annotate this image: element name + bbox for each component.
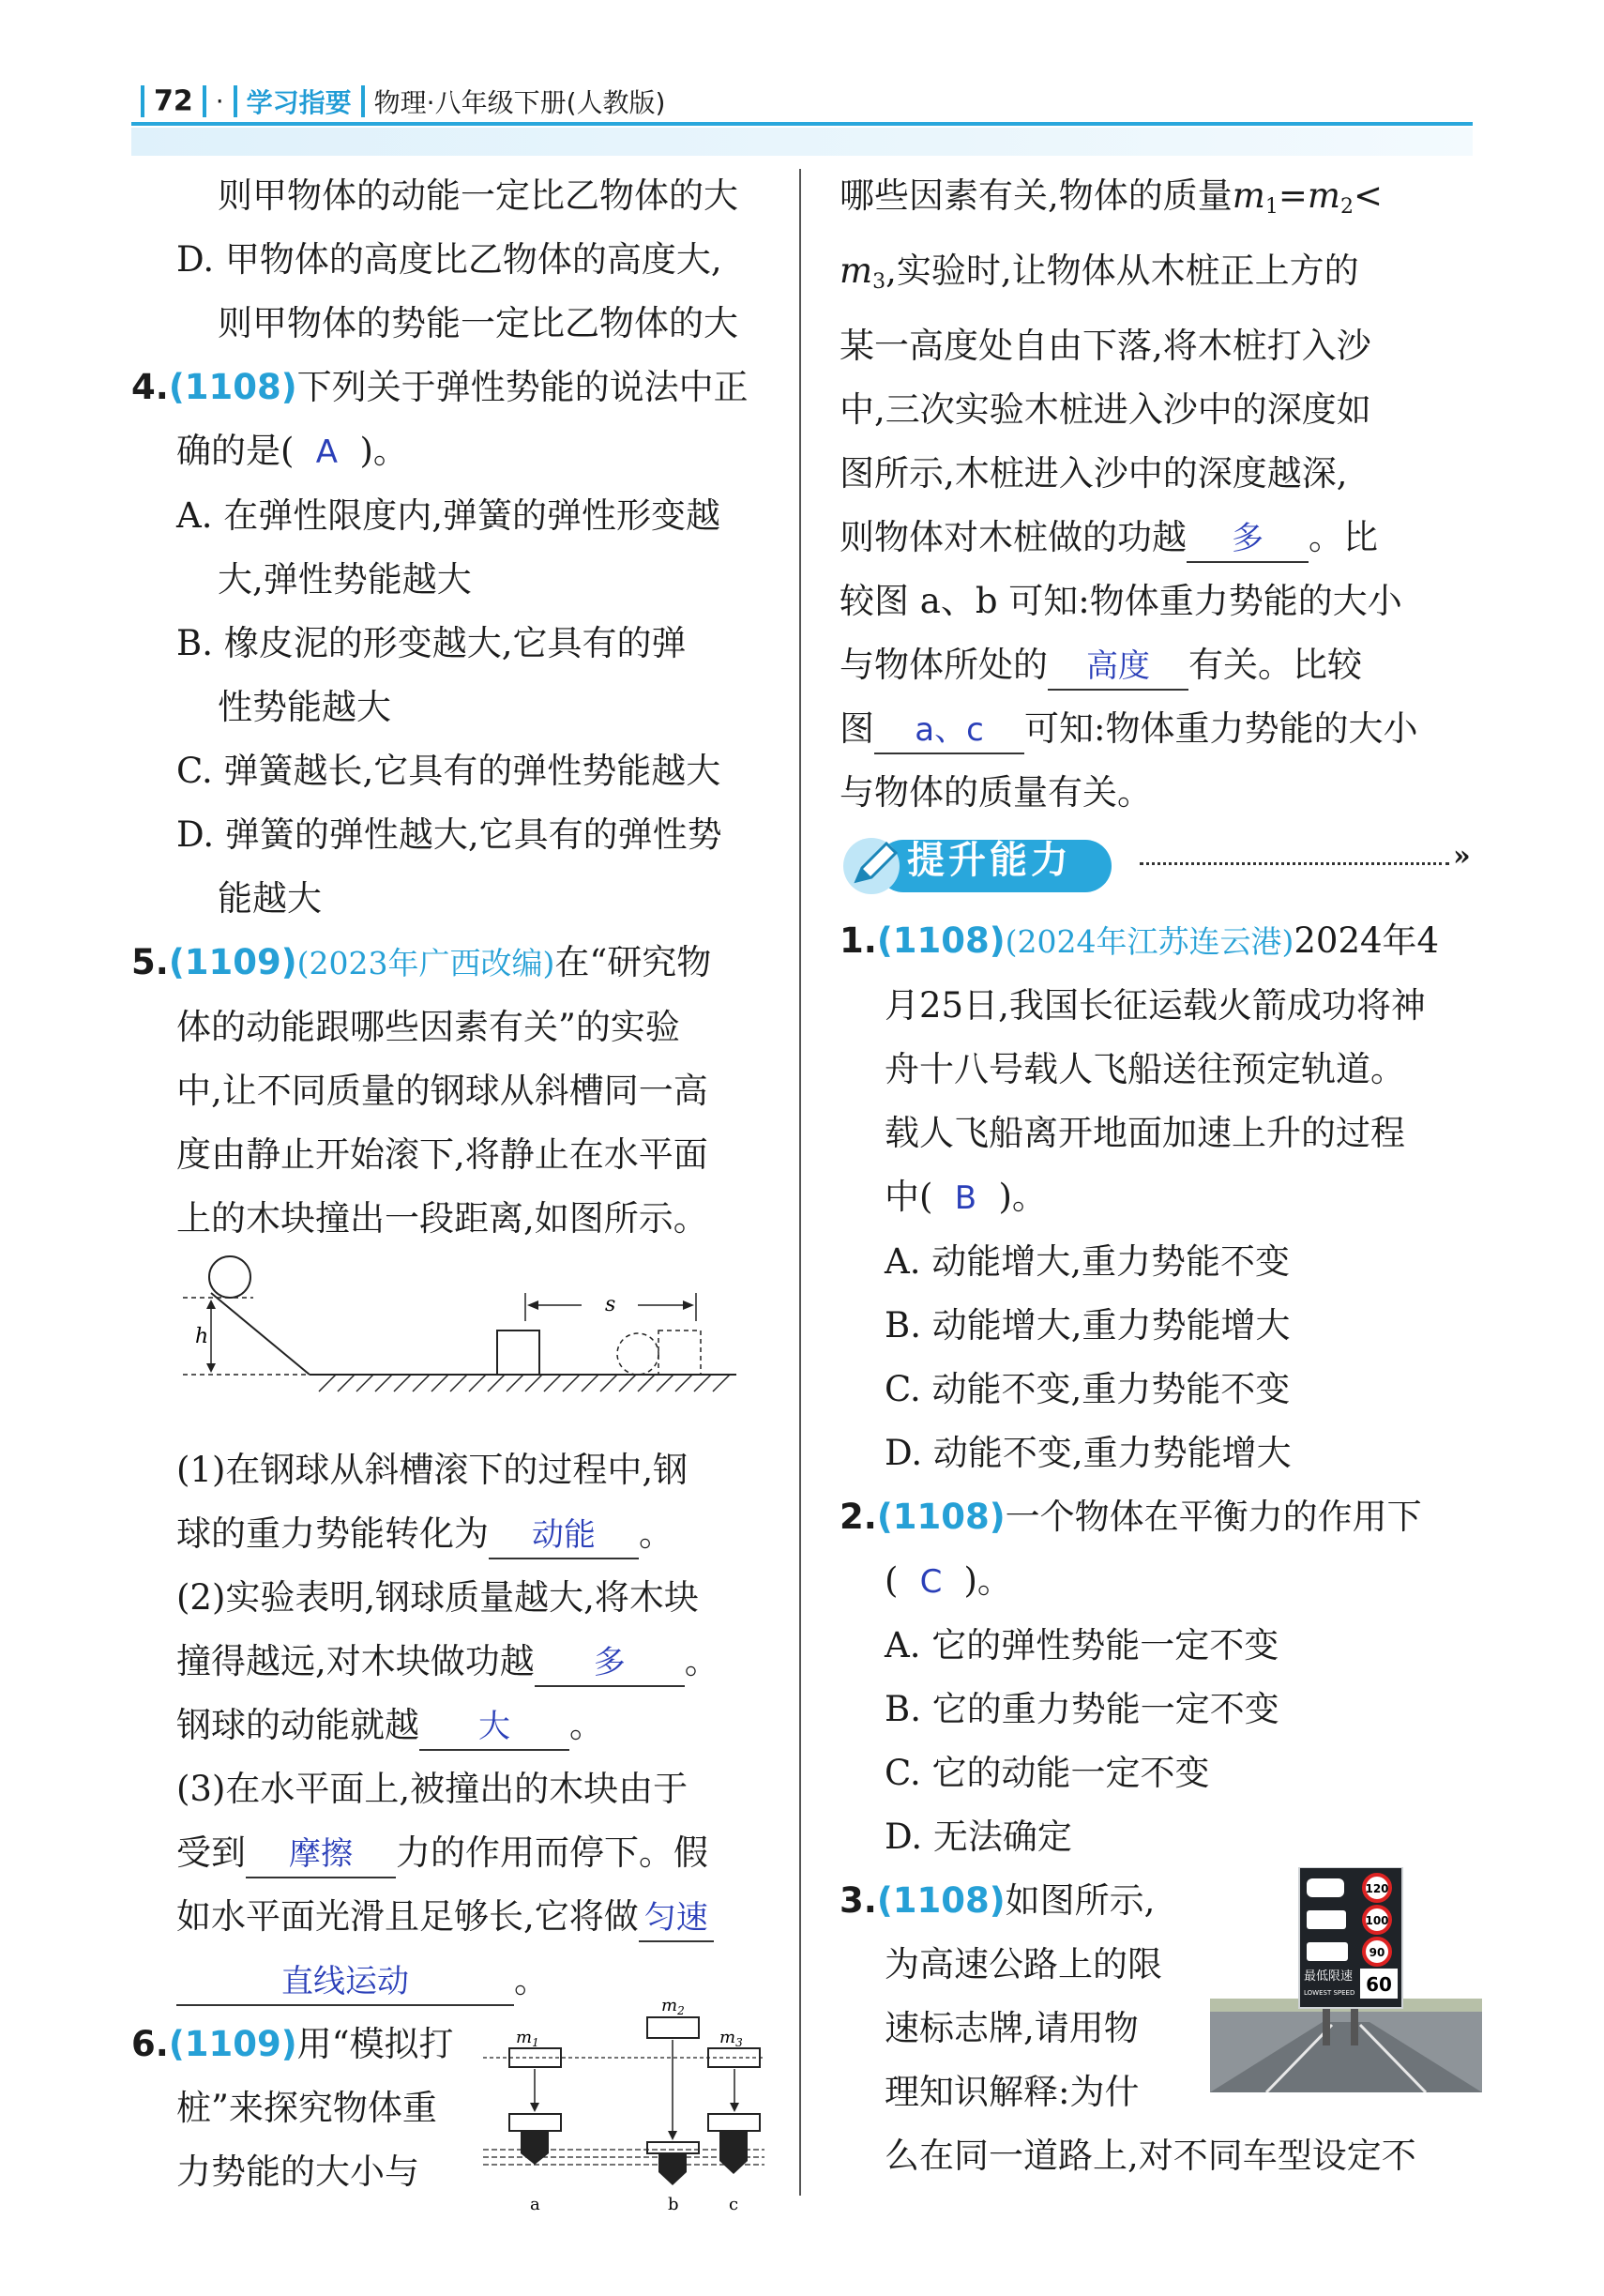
q5-part2-text: 撞得越远,对木块做功越 (176, 1641, 535, 1681)
section-arrow-icon: » (1453, 840, 1471, 873)
q5-part1: (1)在钢球从斜槽滚下的过程中,钢 (176, 1450, 689, 1490)
pile-cap-b (647, 2142, 699, 2153)
min-speed-value: 60 (1366, 1973, 1392, 1996)
mass-symbol: m (1232, 175, 1265, 216)
r1-source: (2024年江苏连云港) (1005, 923, 1294, 960)
r3-stem-line: 理知识解释:为什 (885, 2072, 1140, 2112)
q6-answer-1: 多 (1187, 516, 1309, 563)
subscript-1: 1 (1264, 195, 1279, 219)
q6-cont-text: 可知:物体重力势能的大小 (1024, 708, 1418, 749)
q5-answer-5a: 匀速 (639, 1895, 714, 1942)
less-than-sign: < (1353, 175, 1383, 216)
r3-stem-line: 为高速公路上的限 (885, 1944, 1162, 1984)
ramp-diagram (169, 1251, 769, 1438)
q4-option-d: D. 弹簧的弹性越大,它具有的弹性势 (176, 814, 722, 855)
q6-answer-2: 高度 (1048, 644, 1188, 691)
q5-part1-text: 球的重力势能转化为 (176, 1513, 489, 1554)
q6-stem-text: 用“模拟打 (296, 2024, 454, 2064)
q5-part1-end: 。 (639, 1513, 673, 1554)
truck-icon (1307, 1942, 1348, 1961)
r1-option-a: A. 动能增大,重力势能不变 (885, 1241, 1291, 1282)
mass-1-label: $m_1$ (516, 2028, 539, 2049)
q6-cont-line: 与物体的质量有关。 (840, 772, 1152, 813)
q5-answer-4: 摩擦 (246, 1832, 396, 1878)
q4-stem-text: 下列关于弹性势能的说法中正 (296, 367, 749, 407)
subscript-2: 2 (1339, 195, 1354, 219)
r1-stem-line: 月25日,我国长征运载火箭成功将神 (885, 985, 1426, 1026)
label-b: b (668, 2195, 679, 2214)
mass-symbol: m (1307, 175, 1340, 216)
page-number: 72 (154, 84, 193, 118)
label-c: c (729, 2195, 739, 2214)
q5-part1-cont (131, 1502, 769, 1566)
wood-block (497, 1330, 539, 1375)
distance-label: s (605, 1293, 616, 1316)
q6-cont-line (840, 697, 1487, 761)
equals-sign: = (1278, 175, 1308, 216)
r2-stem (840, 1485, 1487, 1549)
steel-ball (209, 1256, 250, 1298)
q3-line: 则甲物体的势能一定比乙物体的大 (218, 303, 738, 343)
q5-answer-3: 大 (419, 1704, 569, 1751)
q5-part3-cont2 (131, 1885, 769, 1949)
r3-stem-text: 如图所示, (1005, 1880, 1156, 1921)
q5-stem-line: 上的木块撞出一段距离,如图所示。 (176, 1198, 708, 1239)
header-dot: · (215, 85, 224, 117)
q5-part3: (3)在水平面上,被撞出的木块由于 (176, 1769, 689, 1809)
r1-option-d: D. 动能不变,重力势能增大 (885, 1433, 1292, 1473)
mass-3-label: $m_3$ (719, 2028, 743, 2049)
r1-code: (1108) (876, 920, 1006, 961)
q4-option-a: A. 在弹性限度内,弹簧的弹性形变越 (176, 495, 721, 536)
mass-2-block (647, 2017, 699, 2038)
q6-stem-line: 力势能的大小与 (176, 2152, 419, 2192)
pile-c (719, 2131, 748, 2174)
q5-stem (131, 931, 769, 996)
header-bar (361, 85, 365, 117)
q5-part2-end: 。 (684, 1641, 719, 1681)
q6-cont-line (840, 633, 1487, 697)
page-header (131, 83, 1473, 124)
height-label: h (195, 1325, 209, 1348)
header-bar-left (141, 85, 144, 117)
q4-answer: A (315, 433, 339, 471)
q6-cont-line (840, 164, 1487, 239)
q5-part2-cont (131, 1630, 769, 1694)
q5-part3-text: 受到 (176, 1832, 246, 1873)
q6-block (131, 1996, 769, 2214)
q4-stem (131, 356, 769, 419)
label-a: a (530, 2195, 540, 2214)
r1-stem-line: 载人飞船离开地面加速上升的过程 (885, 1113, 1405, 1153)
q4-code: (1108) (168, 367, 297, 407)
pile-b (658, 2153, 687, 2185)
q5-part3-end: 。 (514, 1960, 549, 2000)
section-dotted-line (1140, 862, 1449, 865)
r1-stem (840, 909, 1487, 974)
fall-arrowhead-c (730, 2103, 739, 2112)
q4-stem-text: )。 (359, 431, 408, 471)
r1-stem-text: 2024年4 (1294, 920, 1440, 961)
q5-part2-cont2 (131, 1694, 769, 1757)
r1-option-c: C. 动能不变,重力势能不变 (885, 1369, 1291, 1409)
pile-a (521, 2131, 549, 2165)
q6-number: 6. (131, 2024, 169, 2064)
fall-arrowhead-a (530, 2103, 539, 2112)
q3-option-d: D. 甲物体的高度比乙物体的高度大, (176, 239, 722, 280)
q4-number: 4. (131, 367, 169, 407)
header-bar (203, 85, 206, 117)
pile-cap-c (708, 2114, 760, 2131)
q5-part3-text: 力的作用而停下。假 (396, 1832, 708, 1873)
distance-arrowhead-left (527, 1300, 538, 1310)
ramp-line (211, 1293, 310, 1375)
q4-option-b: B. 橡皮泥的形变越大,它具有的弹 (176, 623, 687, 663)
height-arrowhead-up (206, 1300, 216, 1309)
r2-paren: ( (885, 1560, 899, 1601)
q6-cont-text: 。比 (1309, 517, 1378, 557)
q4-stem-2 (131, 419, 769, 484)
q5-part3-cont (131, 1821, 769, 1885)
q6-cont-text: 哪些因素有关,物体的质量 (840, 175, 1233, 216)
subscript-3: 3 (872, 270, 886, 294)
r1-answer: B (954, 1179, 977, 1217)
speed-value-1: 120 (1365, 1882, 1389, 1895)
q6-stem-line: 桩”来探究物体重 (176, 2088, 437, 2128)
sign-post (1323, 2008, 1330, 2045)
header-rule (131, 122, 1473, 126)
q5-figure (169, 1251, 769, 1438)
speed-value-3: 90 (1369, 1946, 1385, 1959)
r2-option-d: D. 无法确定 (885, 1817, 1072, 1857)
r1-number: 1. (840, 920, 877, 961)
fall-arrowhead-b (668, 2131, 677, 2140)
pile-cap-a (509, 2114, 561, 2131)
q5-part2: (2)实验表明,钢球质量越大,将木块 (176, 1577, 699, 1618)
section-title: 提升能力 (907, 839, 1072, 882)
q6-code: (1109) (168, 2024, 297, 2064)
q5-stem-line: 度由静止开始滚下,将静止在水平面 (176, 1134, 708, 1175)
q5-part3-text: 如水平面光滑且足够长,它将做 (176, 1896, 639, 1937)
r2-number: 2. (840, 1497, 877, 1537)
r1-option-b: B. 动能增大,重力势能增大 (885, 1305, 1291, 1346)
r3-code: (1108) (876, 1880, 1006, 1921)
r2-paren: )。 (963, 1560, 1012, 1601)
q6-cont-line (840, 506, 1487, 570)
header-bar (234, 85, 237, 117)
q5-source: (2023年广西改编) (296, 945, 555, 981)
q4-option-c: C. 弹簧越长,它具有的弹性势能越大 (176, 751, 721, 791)
r2-option-c: C. 它的动能一定不变 (885, 1753, 1210, 1793)
speed-value-2: 100 (1365, 1914, 1389, 1927)
q4-option-a-cont: 大,弹性势能越大 (218, 559, 472, 600)
r2-stem-text: 一个物体在平衡力的作用下 (1005, 1497, 1422, 1537)
mass-2-label: $m_2$ (661, 1996, 685, 2017)
q6-cont-text: 与物体所处的 (840, 645, 1048, 685)
q5-part2-text: 钢球的动能就越 (176, 1705, 419, 1745)
q6-cont-line: 某一高度处自由下落,将木桩打入沙 (840, 326, 1371, 366)
q4-option-b-cont: 性势能越大 (218, 687, 391, 727)
q6-cont-line (840, 239, 1487, 314)
r2-answer: C (919, 1563, 943, 1601)
book-title: 物理·八年级下册(人教版) (373, 87, 666, 118)
header-band (131, 128, 1473, 156)
r1-stem-text: 中( (885, 1177, 933, 1217)
distance-arrowhead-right (683, 1300, 694, 1310)
min-speed-label: 最低限速 (1304, 1969, 1354, 1984)
q6-cont-text: 图 (840, 708, 874, 749)
pile-driving-figure (474, 1994, 774, 2219)
block-final-position (658, 1330, 701, 1375)
q6-cont-line: 中,三次实验木桩进入沙中的深度如 (840, 389, 1371, 430)
q5-part2-end: 。 (569, 1705, 604, 1745)
q6-cont-text: 则物体对木桩做的功越 (840, 517, 1187, 557)
q5-stem-line: 体的动能跟哪些因素有关”的实验 (176, 1007, 680, 1047)
q6-cont-text: 有关。比较 (1188, 645, 1362, 685)
car-icon (1307, 1878, 1344, 1897)
r2-option-a: A. 它的弹性势能一定不变 (885, 1625, 1279, 1665)
left-column (131, 164, 769, 2214)
r1-stem-line: 舟十八号载人飞船送往预定轨道。 (885, 1049, 1405, 1089)
r2-stem-line (840, 1549, 1487, 1614)
pencil-icon (843, 838, 900, 894)
bus-icon (1307, 1910, 1346, 1929)
series-title: 学习指要 (246, 87, 352, 118)
r3-stem-line: 么在同一道路上,对不同车型设定不 (885, 2136, 1416, 2176)
q6-cont-text: ,实验时,让物体从木桩正上方的 (885, 251, 1359, 291)
q5-code: (1109) (168, 942, 297, 982)
r1-stem-text: )。 (998, 1177, 1047, 1217)
q6-cont-line: 图所示,木桩进入沙中的深度越深, (840, 453, 1348, 494)
column-divider (799, 169, 801, 2196)
q3-line: 则甲物体的动能一定比乙物体的大 (218, 175, 738, 216)
r3-number: 3. (840, 1880, 877, 1921)
q5-stem-line: 中,让不同质量的钢球从斜槽同一高 (176, 1071, 708, 1111)
mass-symbol: m (840, 251, 873, 291)
q5-answer-1: 动能 (489, 1513, 639, 1559)
q5-number: 5. (131, 942, 169, 982)
q4-option-d-cont: 能越大 (218, 878, 322, 919)
q6-answer-3: a、c (874, 707, 1024, 754)
q5-answer-2: 多 (535, 1640, 685, 1687)
r1-stem-line (840, 1165, 1487, 1230)
height-arrowhead-down (206, 1363, 216, 1373)
ball-final-position (617, 1333, 658, 1375)
r3-stem-line: 速标志牌,请用物 (885, 2008, 1139, 2048)
q5-stem-text: 在“研究物 (554, 942, 712, 982)
min-speed-label-en: LOWEST SPEED (1304, 1989, 1355, 1997)
r2-code: (1108) (876, 1497, 1006, 1537)
speed-limit-sign-photo (1210, 1867, 1482, 2092)
section-header (840, 825, 1487, 909)
q6-cont-line: 较图 a、b 可知:物体重力势能的大小 (840, 581, 1402, 621)
q5-answer-5b: 直线运动 (176, 1959, 514, 2006)
q4-stem-text: 确的是( (176, 431, 295, 471)
r2-option-b: B. 它的重力势能一定不变 (885, 1689, 1279, 1729)
ground-hatch (319, 1375, 730, 1391)
